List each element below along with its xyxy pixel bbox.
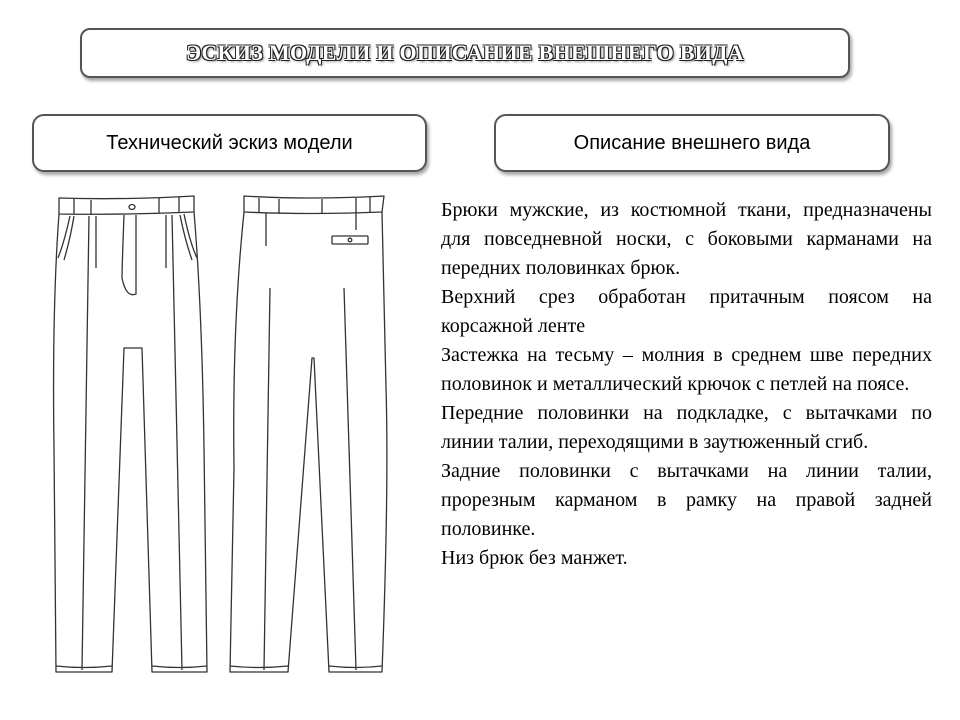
title-banner bbox=[80, 28, 850, 78]
sketch-section-header bbox=[32, 114, 427, 172]
description-paragraph: Застежка на тесьму – молния в среднем шве передних половинок и металлический крючок с петлей на поясе. bbox=[441, 344, 932, 395]
page-title: ЭСКИЗ МОДЕЛИ И ОПИСАНИЕ ВНЕШНЕГО ВИДА bbox=[186, 40, 744, 65]
description-text bbox=[441, 196, 932, 573]
description-paragraph: Задние половинки с вытачками на линии талии, прорезным карманом в рамку на правой задней половинке. bbox=[441, 460, 932, 540]
trousers-back-icon bbox=[230, 196, 387, 672]
description-paragraph: Передние половинки на подкладке, с вытачками по линии талии, переходящими в заутюженный сгиб. bbox=[441, 402, 932, 453]
description-paragraph: Брюки мужские, из костюмной ткани, предназначены для повседневной носки, с боковыми карманами на передних половинках брюк. bbox=[441, 199, 932, 279]
technical-sketch bbox=[44, 188, 414, 708]
sketch-section-label: Технический эскиз модели bbox=[106, 131, 353, 154]
description-section-header bbox=[494, 114, 890, 172]
description-paragraph: Верхний срез обработан притачным поясом на корсажной ленте bbox=[441, 286, 932, 337]
trousers-front-icon bbox=[54, 196, 207, 672]
description-section-label: Описание внешнего вида bbox=[573, 131, 811, 154]
description-paragraph: Низ брюк без манжет. bbox=[441, 547, 628, 569]
